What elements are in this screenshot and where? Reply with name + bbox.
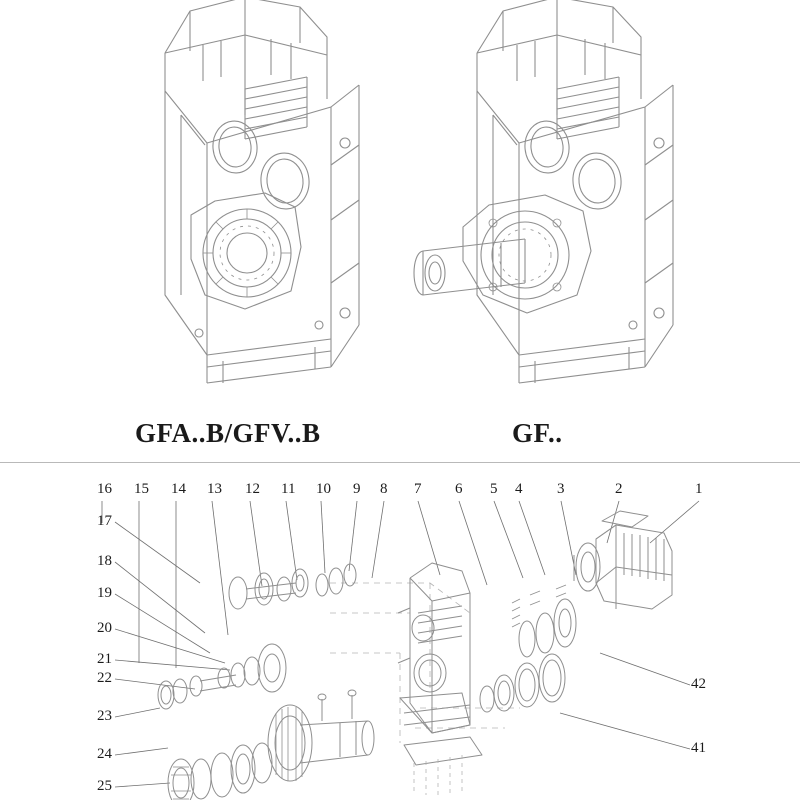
callout-9: 9 <box>353 481 361 497</box>
callout-5: 5 <box>490 481 498 497</box>
callout-18: 18 <box>97 553 112 569</box>
callout-1: 1 <box>695 481 703 497</box>
callout-7: 7 <box>414 481 422 497</box>
caption-gf: GF.. <box>512 418 563 448</box>
callout-12: 12 <box>245 481 260 497</box>
caption-gfa-b-gfv-b: GFA..B/GFV..B <box>135 418 321 448</box>
callout-4: 4 <box>515 481 523 497</box>
callout-21: 21 <box>97 651 112 667</box>
callout-14: 14 <box>171 481 186 497</box>
callout-3: 3 <box>557 481 565 497</box>
callout-11: 11 <box>281 481 296 497</box>
callout-25: 25 <box>97 778 112 794</box>
callout-13: 13 <box>207 481 222 497</box>
callout-17: 17 <box>97 513 112 529</box>
callout-10: 10 <box>316 481 331 497</box>
callout-19: 19 <box>97 585 112 601</box>
gearbox-drawing-gfa-b-gfv-b <box>95 0 385 395</box>
callout-23: 23 <box>97 708 112 724</box>
callout-16: 16 <box>97 481 112 497</box>
callout-42: 42 <box>691 676 706 692</box>
callout-6: 6 <box>455 481 463 497</box>
callout-8: 8 <box>380 481 388 497</box>
callout-20: 20 <box>97 620 112 636</box>
callout-41: 41 <box>691 740 706 756</box>
callout-15: 15 <box>134 481 149 497</box>
callout-2: 2 <box>615 481 623 497</box>
callout-22: 22 <box>97 670 112 686</box>
exploded-parts-diagram <box>0 463 800 800</box>
gearbox-drawing-gf <box>405 0 705 395</box>
callout-24: 24 <box>97 746 112 762</box>
